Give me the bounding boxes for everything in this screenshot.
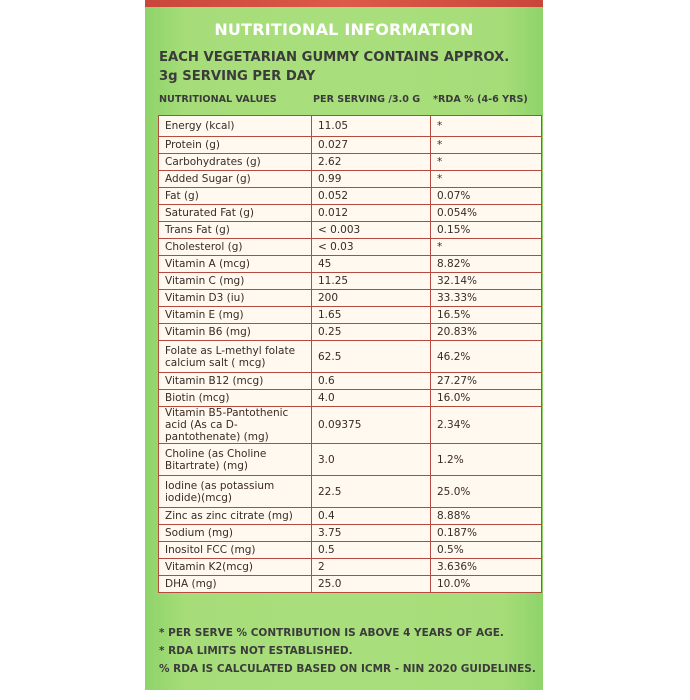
nutrient-name: Vitamin A (mcg) bbox=[159, 256, 312, 273]
table-row bbox=[159, 407, 542, 444]
per-serving-value: 25.0 bbox=[312, 576, 431, 593]
per-serving-value: 11.25 bbox=[312, 273, 431, 290]
nutrient-name: Trans Fat (g) bbox=[159, 222, 312, 239]
nutrient-name: Vitamin E (mg) bbox=[159, 307, 312, 324]
rda-percent: 0.054% bbox=[431, 205, 542, 222]
nutrient-name: DHA (mg) bbox=[159, 576, 312, 593]
table-row bbox=[159, 559, 542, 576]
rda-percent: 25.0% bbox=[431, 476, 542, 508]
per-serving-value: < 0.003 bbox=[312, 222, 431, 239]
per-serving-value: 0.25 bbox=[312, 324, 431, 341]
table-row bbox=[159, 390, 542, 407]
per-serving-value: 1.65 bbox=[312, 307, 431, 324]
rda-percent: 0.5% bbox=[431, 542, 542, 559]
nutrient-name: Inositol FCC (mg) bbox=[159, 542, 312, 559]
table-row bbox=[159, 239, 542, 256]
nutrition-label bbox=[145, 0, 543, 690]
rda-percent: 10.0% bbox=[431, 576, 542, 593]
column-header-rda: *RDA % (4-6 YRS) bbox=[433, 94, 528, 105]
nutrient-name: Vitamin K2(mcg) bbox=[159, 559, 312, 576]
nutrient-name: Vitamin C (mg) bbox=[159, 273, 312, 290]
per-serving-value: 45 bbox=[312, 256, 431, 273]
rda-percent: 16.5% bbox=[431, 307, 542, 324]
nutrient-name: Carbohydrates (g) bbox=[159, 154, 312, 171]
table-row bbox=[159, 137, 542, 154]
rda-percent: 32.14% bbox=[431, 273, 542, 290]
rda-percent: * bbox=[431, 171, 542, 188]
per-serving-value: 2 bbox=[312, 559, 431, 576]
nutrient-name: Fat (g) bbox=[159, 188, 312, 205]
per-serving-value: 0.027 bbox=[312, 137, 431, 154]
rda-percent: * bbox=[431, 154, 542, 171]
rda-percent: * bbox=[431, 116, 542, 137]
nutrient-name: Folate as L-methyl folate calcium salt ( mcg) bbox=[159, 341, 312, 373]
nutrient-name: Zinc as zinc citrate (mg) bbox=[159, 508, 312, 525]
per-serving-value: 0.5 bbox=[312, 542, 431, 559]
per-serving-value: 22.5 bbox=[312, 476, 431, 508]
table-row bbox=[159, 508, 542, 525]
rda-percent: 1.2% bbox=[431, 444, 542, 476]
per-serving-value: 3.0 bbox=[312, 444, 431, 476]
footnote: * RDA LIMITS NOT ESTABLISHED. bbox=[159, 645, 353, 657]
serving-subtitle: EACH VEGETARIAN GUMMY CONTAINS APPROX. 3g SERVING PER DAY bbox=[159, 50, 510, 84]
rda-percent: 33.33% bbox=[431, 290, 542, 307]
nutrient-name: Vitamin D3 (iu) bbox=[159, 290, 312, 307]
table-row bbox=[159, 188, 542, 205]
per-serving-value: 0.012 bbox=[312, 205, 431, 222]
nutrient-name: Added Sugar (g) bbox=[159, 171, 312, 188]
table-row bbox=[159, 444, 542, 476]
rda-percent: * bbox=[431, 137, 542, 154]
per-serving-value: 0.99 bbox=[312, 171, 431, 188]
table-row bbox=[159, 290, 542, 307]
per-serving-value: < 0.03 bbox=[312, 239, 431, 256]
table-row bbox=[159, 273, 542, 290]
column-header-per-serving: PER SERVING /3.0 G bbox=[313, 94, 421, 105]
table-row bbox=[159, 171, 542, 188]
table-row bbox=[159, 373, 542, 390]
nutrient-name: Saturated Fat (g) bbox=[159, 205, 312, 222]
footnote: * PER SERVE % CONTRIBUTION IS ABOVE 4 YEARS OF AGE. bbox=[159, 627, 504, 639]
table-row bbox=[159, 116, 542, 137]
rda-percent: * bbox=[431, 239, 542, 256]
per-serving-value: 62.5 bbox=[312, 341, 431, 373]
table-row bbox=[159, 324, 542, 341]
table-row bbox=[159, 256, 542, 273]
table-row bbox=[159, 307, 542, 324]
column-header-nutritional-values: NUTRITIONAL VALUES bbox=[159, 94, 277, 105]
footnotes bbox=[159, 624, 539, 678]
per-serving-value: 0.052 bbox=[312, 188, 431, 205]
nutrient-name: Vitamin B5-Pantothenic acid (As ca D-pantothenate) (mg) bbox=[159, 407, 312, 444]
nutrient-name: Vitamin B12 (mcg) bbox=[159, 373, 312, 390]
nutrition-table bbox=[158, 115, 542, 593]
rda-percent: 0.15% bbox=[431, 222, 542, 239]
rda-percent: 8.82% bbox=[431, 256, 542, 273]
nutrient-name: Iodine (as potassium iodide)(mcg) bbox=[159, 476, 312, 508]
rda-percent: 20.83% bbox=[431, 324, 542, 341]
table-row bbox=[159, 205, 542, 222]
nutrient-name: Vitamin B6 (mg) bbox=[159, 324, 312, 341]
per-serving-value: 3.75 bbox=[312, 525, 431, 542]
per-serving-value: 11.05 bbox=[312, 116, 431, 137]
table-row bbox=[159, 576, 542, 593]
table-row bbox=[159, 154, 542, 171]
rda-percent: 3.636% bbox=[431, 559, 542, 576]
per-serving-value: 200 bbox=[312, 290, 431, 307]
table-row bbox=[159, 476, 542, 508]
nutrient-name: Cholesterol (g) bbox=[159, 239, 312, 256]
table-row bbox=[159, 341, 542, 373]
per-serving-value: 0.4 bbox=[312, 508, 431, 525]
rda-percent: 0.07% bbox=[431, 188, 542, 205]
rda-percent: 16.0% bbox=[431, 390, 542, 407]
table-row bbox=[159, 222, 542, 239]
per-serving-value: 0.6 bbox=[312, 373, 431, 390]
rda-percent: 2.34% bbox=[431, 407, 542, 444]
rda-percent: 0.187% bbox=[431, 525, 542, 542]
per-serving-value: 4.0 bbox=[312, 390, 431, 407]
rda-percent: 27.27% bbox=[431, 373, 542, 390]
footnote: % RDA IS CALCULATED BASED ON ICMR - NIN 2020 GUIDELINES. bbox=[159, 663, 536, 675]
label-title: NUTRITIONAL INFORMATION bbox=[214, 20, 474, 39]
table-row bbox=[159, 542, 542, 559]
rda-percent: 8.88% bbox=[431, 508, 542, 525]
per-serving-value: 2.62 bbox=[312, 154, 431, 171]
nutrient-name: Choline (as Choline Bitartrate) (mg) bbox=[159, 444, 312, 476]
rda-percent: 46.2% bbox=[431, 341, 542, 373]
table-row bbox=[159, 525, 542, 542]
top-red-strip bbox=[145, 0, 543, 7]
nutrient-name: Biotin (mcg) bbox=[159, 390, 312, 407]
per-serving-value: 0.09375 bbox=[312, 407, 431, 444]
nutrient-name: Energy (kcal) bbox=[159, 116, 312, 137]
nutrient-name: Sodium (mg) bbox=[159, 525, 312, 542]
nutrient-name: Protein (g) bbox=[159, 137, 312, 154]
